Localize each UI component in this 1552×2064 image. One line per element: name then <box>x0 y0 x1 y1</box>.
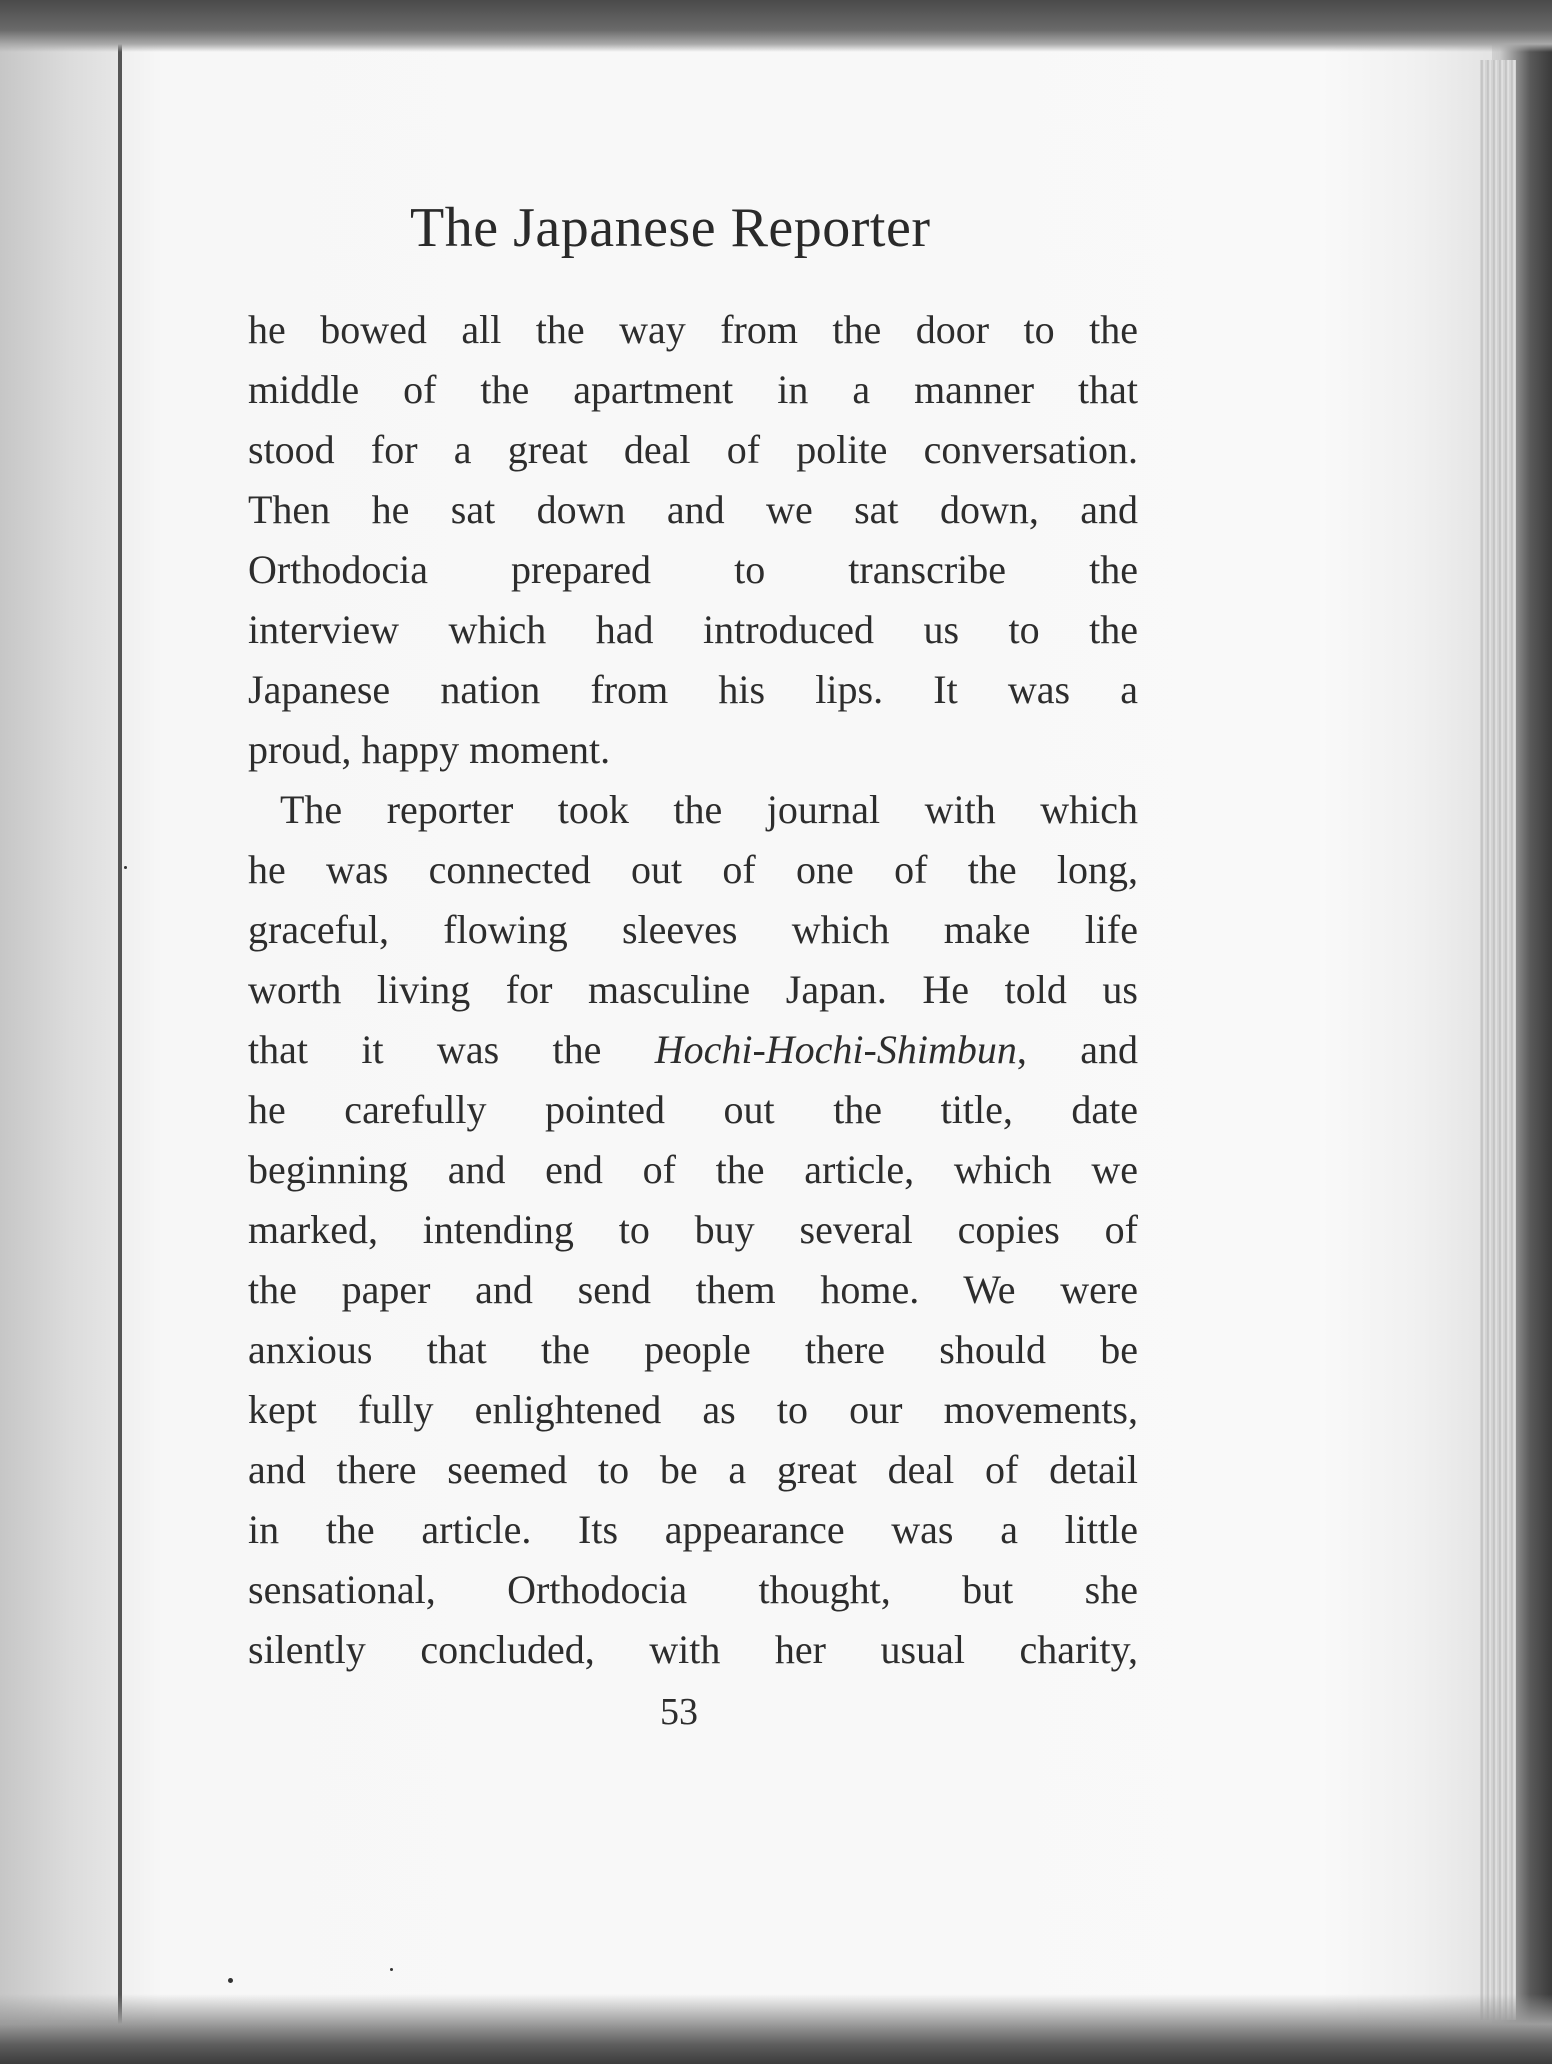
text-line: in the article. Its appearance was a little <box>248 1507 1138 1552</box>
text-segment: , and <box>1016 1027 1138 1072</box>
text-line: sensational, Orthodocia thought, but she <box>248 1567 1138 1612</box>
text-line: stood for a great deal of polite conversation. <box>248 427 1138 472</box>
text-line: he bowed all the way from the door to the <box>248 307 1138 352</box>
text-line: Then he sat down and we sat down, and <box>248 487 1138 532</box>
text-line: interview which had introduced us to the <box>248 607 1138 652</box>
text-line: marked, intending to buy several copies of <box>248 1207 1138 1252</box>
text-line-with-newspaper-title <box>248 1020 1138 1080</box>
dust-speck <box>228 1978 233 1983</box>
paragraph-1 <box>248 300 1248 780</box>
page-number: 53 <box>660 1691 698 1733</box>
newspaper-title: Hochi-Hochi-Shimbun <box>654 1027 1017 1072</box>
text-line: The reporter took the journal with which <box>280 787 1138 832</box>
text-line: middle of the apartment in a manner that <box>248 367 1138 412</box>
text-segment: that it was the <box>248 1027 655 1072</box>
text-line: silently concluded, with her usual charity, <box>248 1627 1138 1672</box>
bottom-binding-shadow <box>0 1994 1552 2064</box>
text-line: beginning and end of the article, which we <box>248 1147 1138 1192</box>
text-line: worth living for masculine Japan. He told us <box>248 967 1138 1012</box>
running-head: The Japanese Reporter <box>410 197 931 259</box>
top-binding-shadow <box>0 0 1552 52</box>
facing-page-edge <box>0 40 118 2020</box>
text-line: the paper and send them home. We were <box>248 1267 1138 1312</box>
text-line: he was connected out of one of the long, <box>248 847 1138 892</box>
text-line: Orthodocia prepared to transcribe the <box>248 547 1138 592</box>
text-line: anxious that the people there should be <box>248 1327 1138 1372</box>
text-line: kept fully enlightened as to our movements, <box>248 1387 1138 1432</box>
dust-speck <box>390 1968 393 1971</box>
text-line: and there seemed to be a great deal of detail <box>248 1447 1138 1492</box>
dust-speck <box>124 866 127 869</box>
text-line: Japanese nation from his lips. It was a <box>248 667 1138 712</box>
paragraph-2 <box>248 780 1248 1680</box>
text-line: graceful, flowing sleeves which make life <box>248 907 1138 952</box>
page-fore-edge <box>1480 60 1516 2020</box>
text-line: he carefully pointed out the title, date <box>248 1087 1138 1132</box>
body-text <box>248 300 1248 1680</box>
text-line: proud, happy moment. <box>248 727 611 772</box>
